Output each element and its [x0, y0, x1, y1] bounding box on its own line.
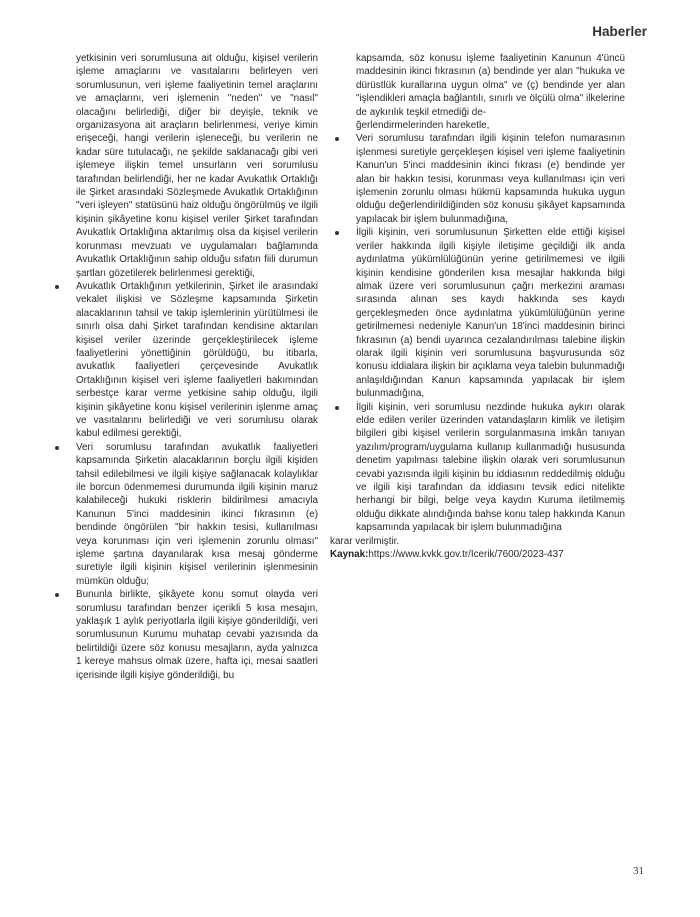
bullet-item: Veri sorumlusu tarafından avukatlık faaliyetleri kapsamında Şirketin alacaklarının borçlu ilgili kişiden tahsil edilebilmesi ve ilgili kişiye sağlanacak kolaylıklar ile borcun ödenmemesi durumunda ilgili kişinin maruz kalabileceği hukuki risklerin bildirilmesi amacıyla Kanunun 5'inci maddesinin ikinci fıkrasının (e) bendinde öngörülen "bir hakkın tesisi, kullanılması veya korunması için veri işlemenin zorunlu olması" işleme şartına dayanılarak kısa mesaj gönderme suretiyle ilgili kişinin kişisel verilerinin işlenmesinin mümkün olduğu;	[50, 441, 318, 588]
source-link[interactable]: https://www.kvkk.gov.tr/Icerik/7600/2023-437	[368, 549, 564, 561]
bullet-item: Bununla birlikte, şikâyete konu somut olayda veri sorumlusu tarafından benzer içerikli 5 kısa mesajın, yaklaşık 1 aylık periyotlarla ilgili kişiye gönderildiği, veri sorumlusunun Kurumu muhatap cevabi yazısında da belirtildiği üzere söz konusu mesajların, ayda yalnızca 1 kereye mahsus olmak üzere, hafta içi, mesai saatleri içerisinde ilgili kişiye gönderildiği, bu	[50, 588, 318, 682]
bullet-item: İlgili kişinin, veri sorumlusunun Şirketten elde ettiği kişisel veriler hakkında ilgili kişiyle iletişime geçildiği ilk anda aydınlatma yükümlülüğünün yerine getirilmemesi ve ilgili kişinin kendisine gönderilen kısa mesajlar hakkında bilgi almak üzere veri sorumlusunun çağrı merkezini araması sırasında alınan ses kaydı hakkında ses kaydı gerçekleşmeden önce aydınlatma yükümlülüğünün yerine getirilmemesi nedeniyle Kanun'un 18'inci maddesinin birinci fıkrasının (a) bendi uyarınca cezalandırılması talebine ilişkin olarak ilgili kişinin veri sorumlusuna başvurusunda söz konusu iddialara ilişkin bir açıklama veya talebin bulunmadığı anlaşıldığından Kanun kapsamında yapılacak bir işlem bulunmadığına,	[330, 226, 625, 400]
closing-text: karar verilmiştir.	[330, 535, 400, 547]
section-title: Haberler	[592, 24, 647, 39]
right-continuation-paragraph: kapsamda, söz konusu işleme faaliyetinin Kanunun 4'üncü maddesinin ikinci fıkrasının (a) bendinde yer alan "hukuka ve dürüstlük kurallarına uygun olma" ve (ç) bendinde yer alan "işlendikleri amaçla bağlantılı, sınırlı ve ölçülü olma" ilkelerine de aykırılık teşkil etmediği de-	[356, 53, 625, 118]
left-continuation-paragraph: yetkisinin veri sorumlusuna ait olduğu, kişisel verilerin işleme amaçlarını ve vasıtalarını belirleyen veri sorumlusunun, veri işleme faaliyetinin temel araçlarını ve amaçlarını, veri işlemenin "neden" ve "nasıl" olacağını belirlediği, diğer bir deyişle, teknik ve organizasyona ait araçların belirlenmesi, veriye kimin erişeceği, hangi verilerin işleneceği, bu verilerin ne kadar süre tutulacağı, ne şekilde saklanacağı gibi veri işlemeye ilişkin temel unsurların veri sorumlusu tarafından belirlendiği, her ne kadar Avukatlık Ortaklığı ile Şirket arasındaki Sözleşmede Avukatlık Ortaklığının "veri işleyen" statüsünü haiz olduğu öngörülmüş ve ilgili kişinin şikâyetine konu kişisel veriler Şirket tarafından Avukatlık Ortaklığına aktarılmış olsa da kişisel verilerin korunması mevzuatı ve uygulamaları bağlamında Avukatlık Ortaklığının sahip olduğu sıfatın fiili durumun şartları gözetilerek belirlenmesi gerektiği,	[76, 53, 318, 279]
page-number: 31	[633, 865, 644, 877]
source-line	[330, 548, 625, 561]
bullet-item: Avukatlık Ortaklığının yetkilerinin, Şirket ile arasındaki vekalet ilişkisi ve Sözleşme kapsamında Şirketin alacaklarının tahsil ve takip işlemlerinin yürütülmesi ile sınırlı olsa dahi Şirket tarafından kendisine aktarılan kişisel veriler üzerinde gerçekleştirilecek işleme faaliyetlerini yönettiğinin görüldüğü, bu itibarla, avukatlık faaliyetleri çerçevesinde Avukatlık Ortaklığının kişisel veri işleme faaliyetleri bakımından serbestçe karar verme yetkisine sahip olduğu, ilgili kişinin şikâyetine konu kişisel verilerinin işlenme amaç ve vasıtalarını belirlediği ve veri sorumlusu olarak kabul edilmesi gerektiği,	[50, 280, 318, 441]
bullet-item: Veri sorumlusu tarafından ilgili kişinin telefon numarasının işlenmesi suretiyle gerçekleşen kişisel veri işleme faaliyetinin Kanun'un 5'inci maddesinin ikinci fıkrası (e) bendinde yer alan bir hakkın tesisi, korunması veya kullanılması için veri işlemenin zorunlu olması hükmü kapsamında hukuka uygun olduğu değerlendirildiğinden söz konusu şikâyet kapsamında yapılacak bir işlem bulunmadığına,	[330, 132, 625, 226]
right-continuation-end: ğerlendirmelerinden hareketle,	[356, 120, 490, 132]
source-label: Kaynak:	[330, 549, 369, 561]
left-column	[50, 52, 318, 682]
right-column	[330, 52, 625, 561]
bullet-item: İlgili kişinin, veri sorumlusu nezdinde hukuka aykırı olarak elde edilen veriler üzerinden vatandaşların kimlik ve iletişim bilgileri gibi kişisel verilerin sorgulanmasına imkân tanıyan yazılım/program/uygulama kullanıp kullanmadığı hususunda denetim yapılması talebine ilişkin olarak veri sorumlusunun cevabi yazısında ilgili kişinin bu iddiasının reddedilmiş olduğu ve ilgili kişi tarafından da iddiasını tevsik edici nitelikte herhangi bir bilgi, belge veya kaydın Kuruma iletilmemiş olduğu dikkate alındığında bahse konu talep hakkında Kanun kapsamında yapılacak bir işlem bulunmadığına	[330, 401, 625, 535]
